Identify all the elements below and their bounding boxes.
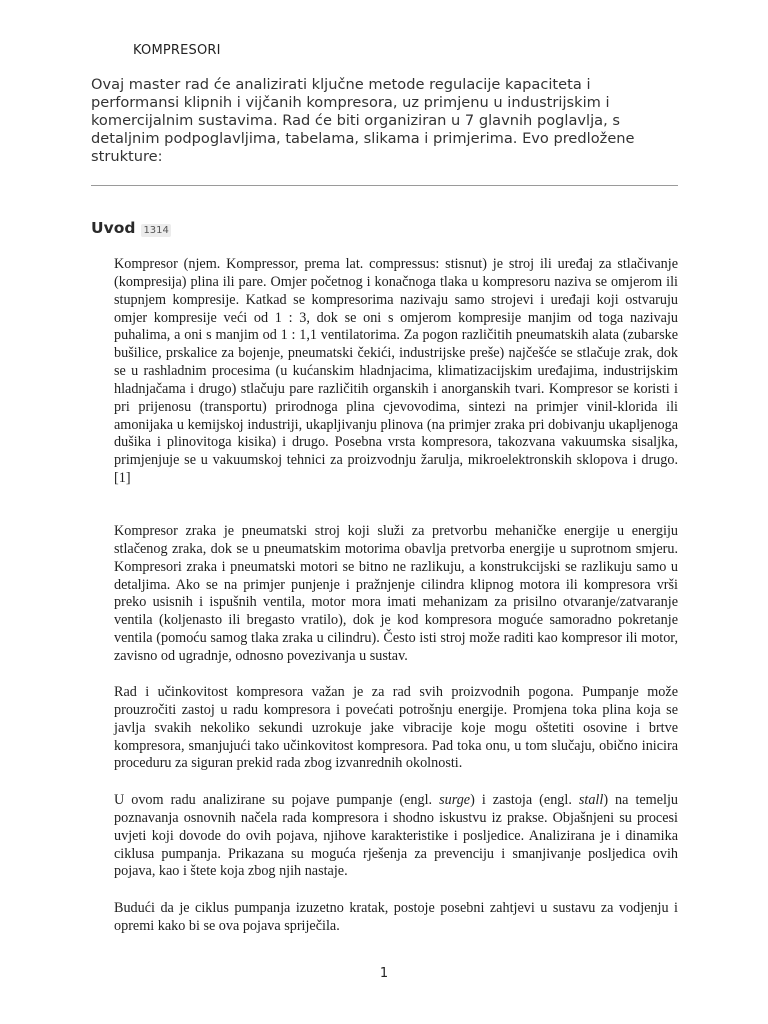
document-header: KOMPRESORI (133, 43, 221, 58)
paragraph-text: Budući da je ciklus pumpanja izuzetno kratak, postoje posebni zahtjevi u sustavu za vodjenju i opremi kako bi se ova pojava spriječila. (114, 900, 678, 934)
text-run: ) i zastoja (engl. (470, 792, 579, 808)
paragraph-text: Rad i učinkovitost kompresora važan je za rad svih proizvodnih pogona. Pumpanje može prouzročiti zastoj u radu kompresora i povećati potrošnju energije. Promjena toka plina koja se javlja svakih nekoliko sekundi uzrokuje jake vibracije koje mogu oštetiti osovine i brtve kompresora, smanjujući tako učinkovitost kompresora. Pad toka onu, u tom slučaju, obično inicira proceduru za siguran prekid rada zbog izvanrednih okolnosti. (114, 684, 678, 772)
paragraph-3 (114, 684, 678, 773)
paragraph-text (114, 792, 678, 881)
term-surge: surge (439, 792, 471, 808)
text-run: U ovom radu analizirane su pojave pumpanje (engl. (114, 792, 440, 808)
paragraph-1 (114, 256, 678, 488)
paragraph-text: Kompresor zraka je pneumatski stroj koji služi za pretvorbu mehaničke energije u energiju stlačenog zraka, dok se u pneumatskim motorima obavlja pretvorba energije u suprotnom smjeru. Kompresori zraka i pneumatski motori se bitno ne razlikuju, a konstrukcijski se razlikuju samo u detaljima. Ako se na primjer punjenje i pražnjenje cilindra klipnog motora ili kompresora vrši preko usisnih i ispušnih ventila, motor mora imati mehanizam za prisilno otvaranje/zatvaranje ventila (koljenasto ili bregasto vratilo), dok je kod kompresora moguće samoradno pokretanje ventila (pomoću samog tlaka zraka u cilindru). Često isti stroj može raditi kao kompresor ili motor, zavisno od ugradnje, odnosno povezivanja u sustav. (114, 523, 678, 664)
section-title: Uvod (91, 219, 136, 237)
text-run: ) na temelju poznavanja osnovnih načela rada kompresora i shodno iskustvu iz prakse. Objašnjeni su procesi uvjeti koji dovode do ovih pojava, njihove karakteristike i posljedice. Analizirana je i dinamika ciklusa pumpanja. Prikazana su moguća rješenja za prevenciju i smanjivanje posljedica ovih pojava, kao i štete koja zbog njih nastaje. (114, 792, 678, 880)
paragraph-2 (114, 523, 678, 666)
intro-paragraph: Ovaj master rad će analizirati ključne metode regulacije kapaciteta i performansi klipnih i vijčanih kompresora, uz primjenu u industrijskim i komercijalnim sustavima. Rad će biti organiziran u 7 glavnih poglavlja, s detaljnim podpoglavljima, tabelama, slikama i primjerima. Evo predložene strukture: (91, 76, 635, 165)
paragraph-4 (114, 792, 678, 881)
section-reference-badge: 1314 (143, 225, 169, 236)
term-stall: stall (578, 792, 604, 808)
horizontal-divider (91, 185, 678, 186)
paragraph-text: Kompresor (njem. Kompressor, prema lat. compressus: stisnut) je stroj ili uređaj za stlačivanje (kompresija) plina ili pare. Omjer početnog i konačnoga tlaka u kompresoru naziva se omjerom ili stupnjem kompresije. Katkad se kompresorima nazivaju samo strojevi i uređaji koji ostvaruju omjer kompresije veći od 1 : 3, dok se oni s omjerom kompresije manjim od toga nazivaju puhalima, a oni s manjim od 1 : 1,1 ventilatorima. Za pogon različitih pneumatskih alata (zubarske bušilice, prskalice za bojenje, pneumatski čekići, industrijske preše) najčešće se stlačuje zrak, dok se u rashladnim procesima (u kućanskim hladnjacima, klimatizacijskim uređajima, industrijskim hladnjačama i drugo) stlačuju pare različitih organskih i anorganskih tvari. Kompresor se koristi i pri prijenosu (transportu) prirodnoga plina cjevovodima, sintezi na primjer vinil-klorida ili amonijaka u kemijskoj industriji, ukapljivanju plinova (na primjer zraka pri dobivanju ukapljenoga dušika i plinovitoga kisika) i drugo. Posebna vrsta kompresora, takozvana vakuumska sisaljka, primjenjuje se u vakuumskoj tehnici za proizvodnju žarulja, mikroelektronskih sklopova i drugo.[1] (114, 256, 678, 487)
section-heading (91, 219, 171, 237)
page-number: 1 (379, 966, 389, 981)
paragraph-5 (114, 900, 678, 936)
